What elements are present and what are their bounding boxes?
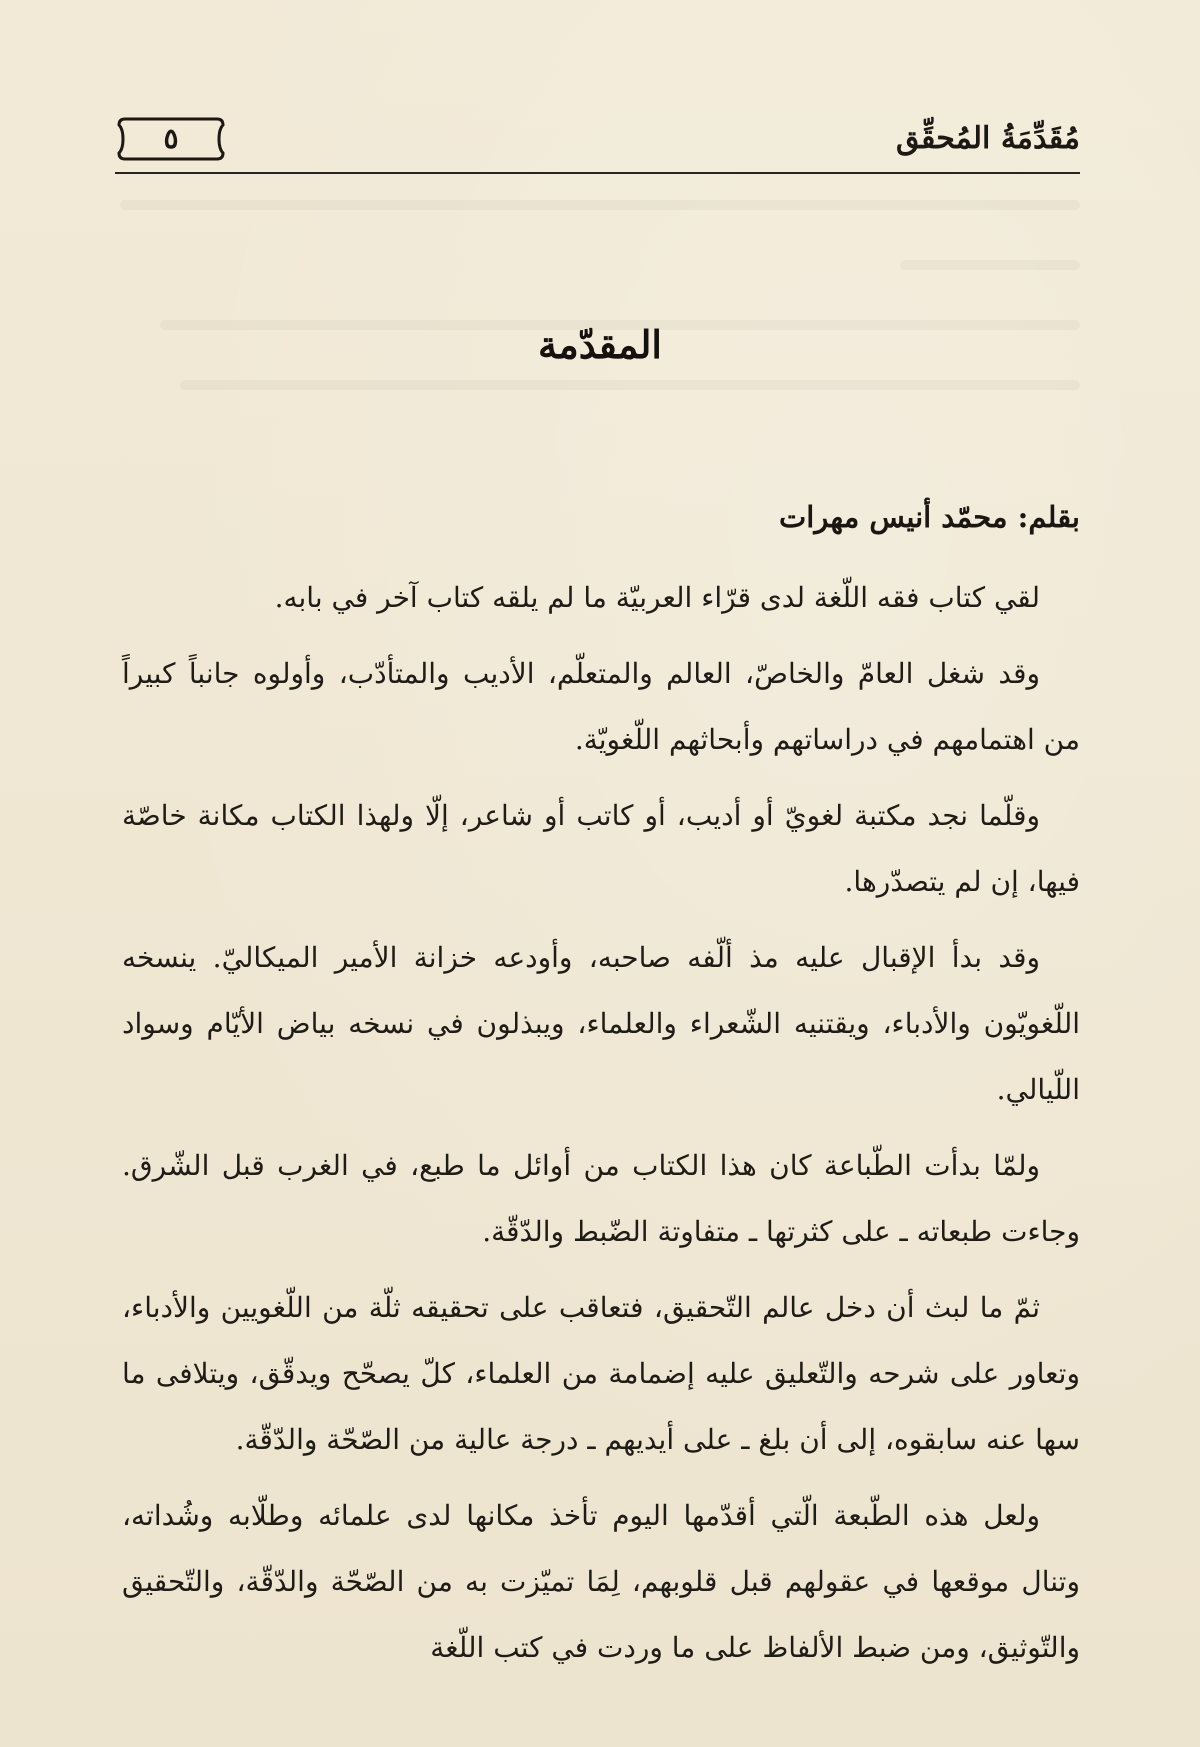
paragraph: وقد بدأ الإقبال عليه مذ ألّفه صاحبه، وأودعه خزانة الأمير الميكاليّ. ينسخه اللّغويّون والأدباء، ويقتنيه الشّعراء والعلماء، ويبذلون في نسخه بياض الأيّام وسواد اللّيالي. (122, 941, 1080, 1106)
paragraph: لقي كتاب فقه اللّغة لدى قرّاء العربيّة ما لم يلقه كتاب آخر في بابه. (274, 581, 1040, 614)
author-line: بقلم: محمّد أنيس مهرات (779, 500, 1080, 534)
running-title: مُقَدِّمَةُ المُحقِّق (896, 121, 1080, 156)
page-number: ٥ (163, 122, 179, 155)
body-text (122, 565, 1080, 1691)
paragraph: ولعل هذه الطّبعة الّتي أقدّمها اليوم تأخذ مكانها لدى علمائه وطلّابه وشُداته، وتنال موقعها في عقولهم قبل قلوبهم، لِمَا تميّزت به من الصّحّة والدّقّة، والتّحقيق والتّوثيق، ومن ضبط الألفاظ على ما وردت في كتب اللّغة (122, 1499, 1080, 1664)
paragraph: وقلّما نجد مكتبة لغويّ أو أديب، أو كاتب أو شاعر، إلّا ولهذا الكتاب مكانة خاصّة فيها، إن لم يتصدّرها. (122, 799, 1080, 898)
paragraph: ثمّ ما لبث أن دخل عالم التّحقيق، فتعاقب على تحقيقه ثلّة من اللّغويين والأدباء، وتعاور على شرحه والتّعليق عليه إضمامة من العلماء، كلّ يصحّح ويدقّق، ويتلافى ما سها عنه سابقوه، إلى أن بلغ ـ على أيديهم ـ درجة عالية من الصّحّة والدّقّة. (122, 1291, 1080, 1456)
page-header (115, 115, 1080, 175)
header-rule (115, 172, 1080, 174)
paragraph: ولمّا بدأت الطّباعة كان هذا الكتاب من أوائل ما طبع، في الغرب قبل الشّرق. وجاءت طبعاته ـ على كثرتها ـ متفاوتة الضّبط والدّقّة. (122, 1149, 1080, 1248)
section-title: المقدّمة (537, 322, 662, 367)
paragraph: وقد شغل العامّ والخاصّ، العالم والمتعلّم، الأديب والمتأدّب، وأولوه جانباً كبيراً من اهتمامهم في دراساتهم وأبحاثهم اللّغويّة. (122, 657, 1080, 756)
page-number-frame (115, 117, 227, 161)
